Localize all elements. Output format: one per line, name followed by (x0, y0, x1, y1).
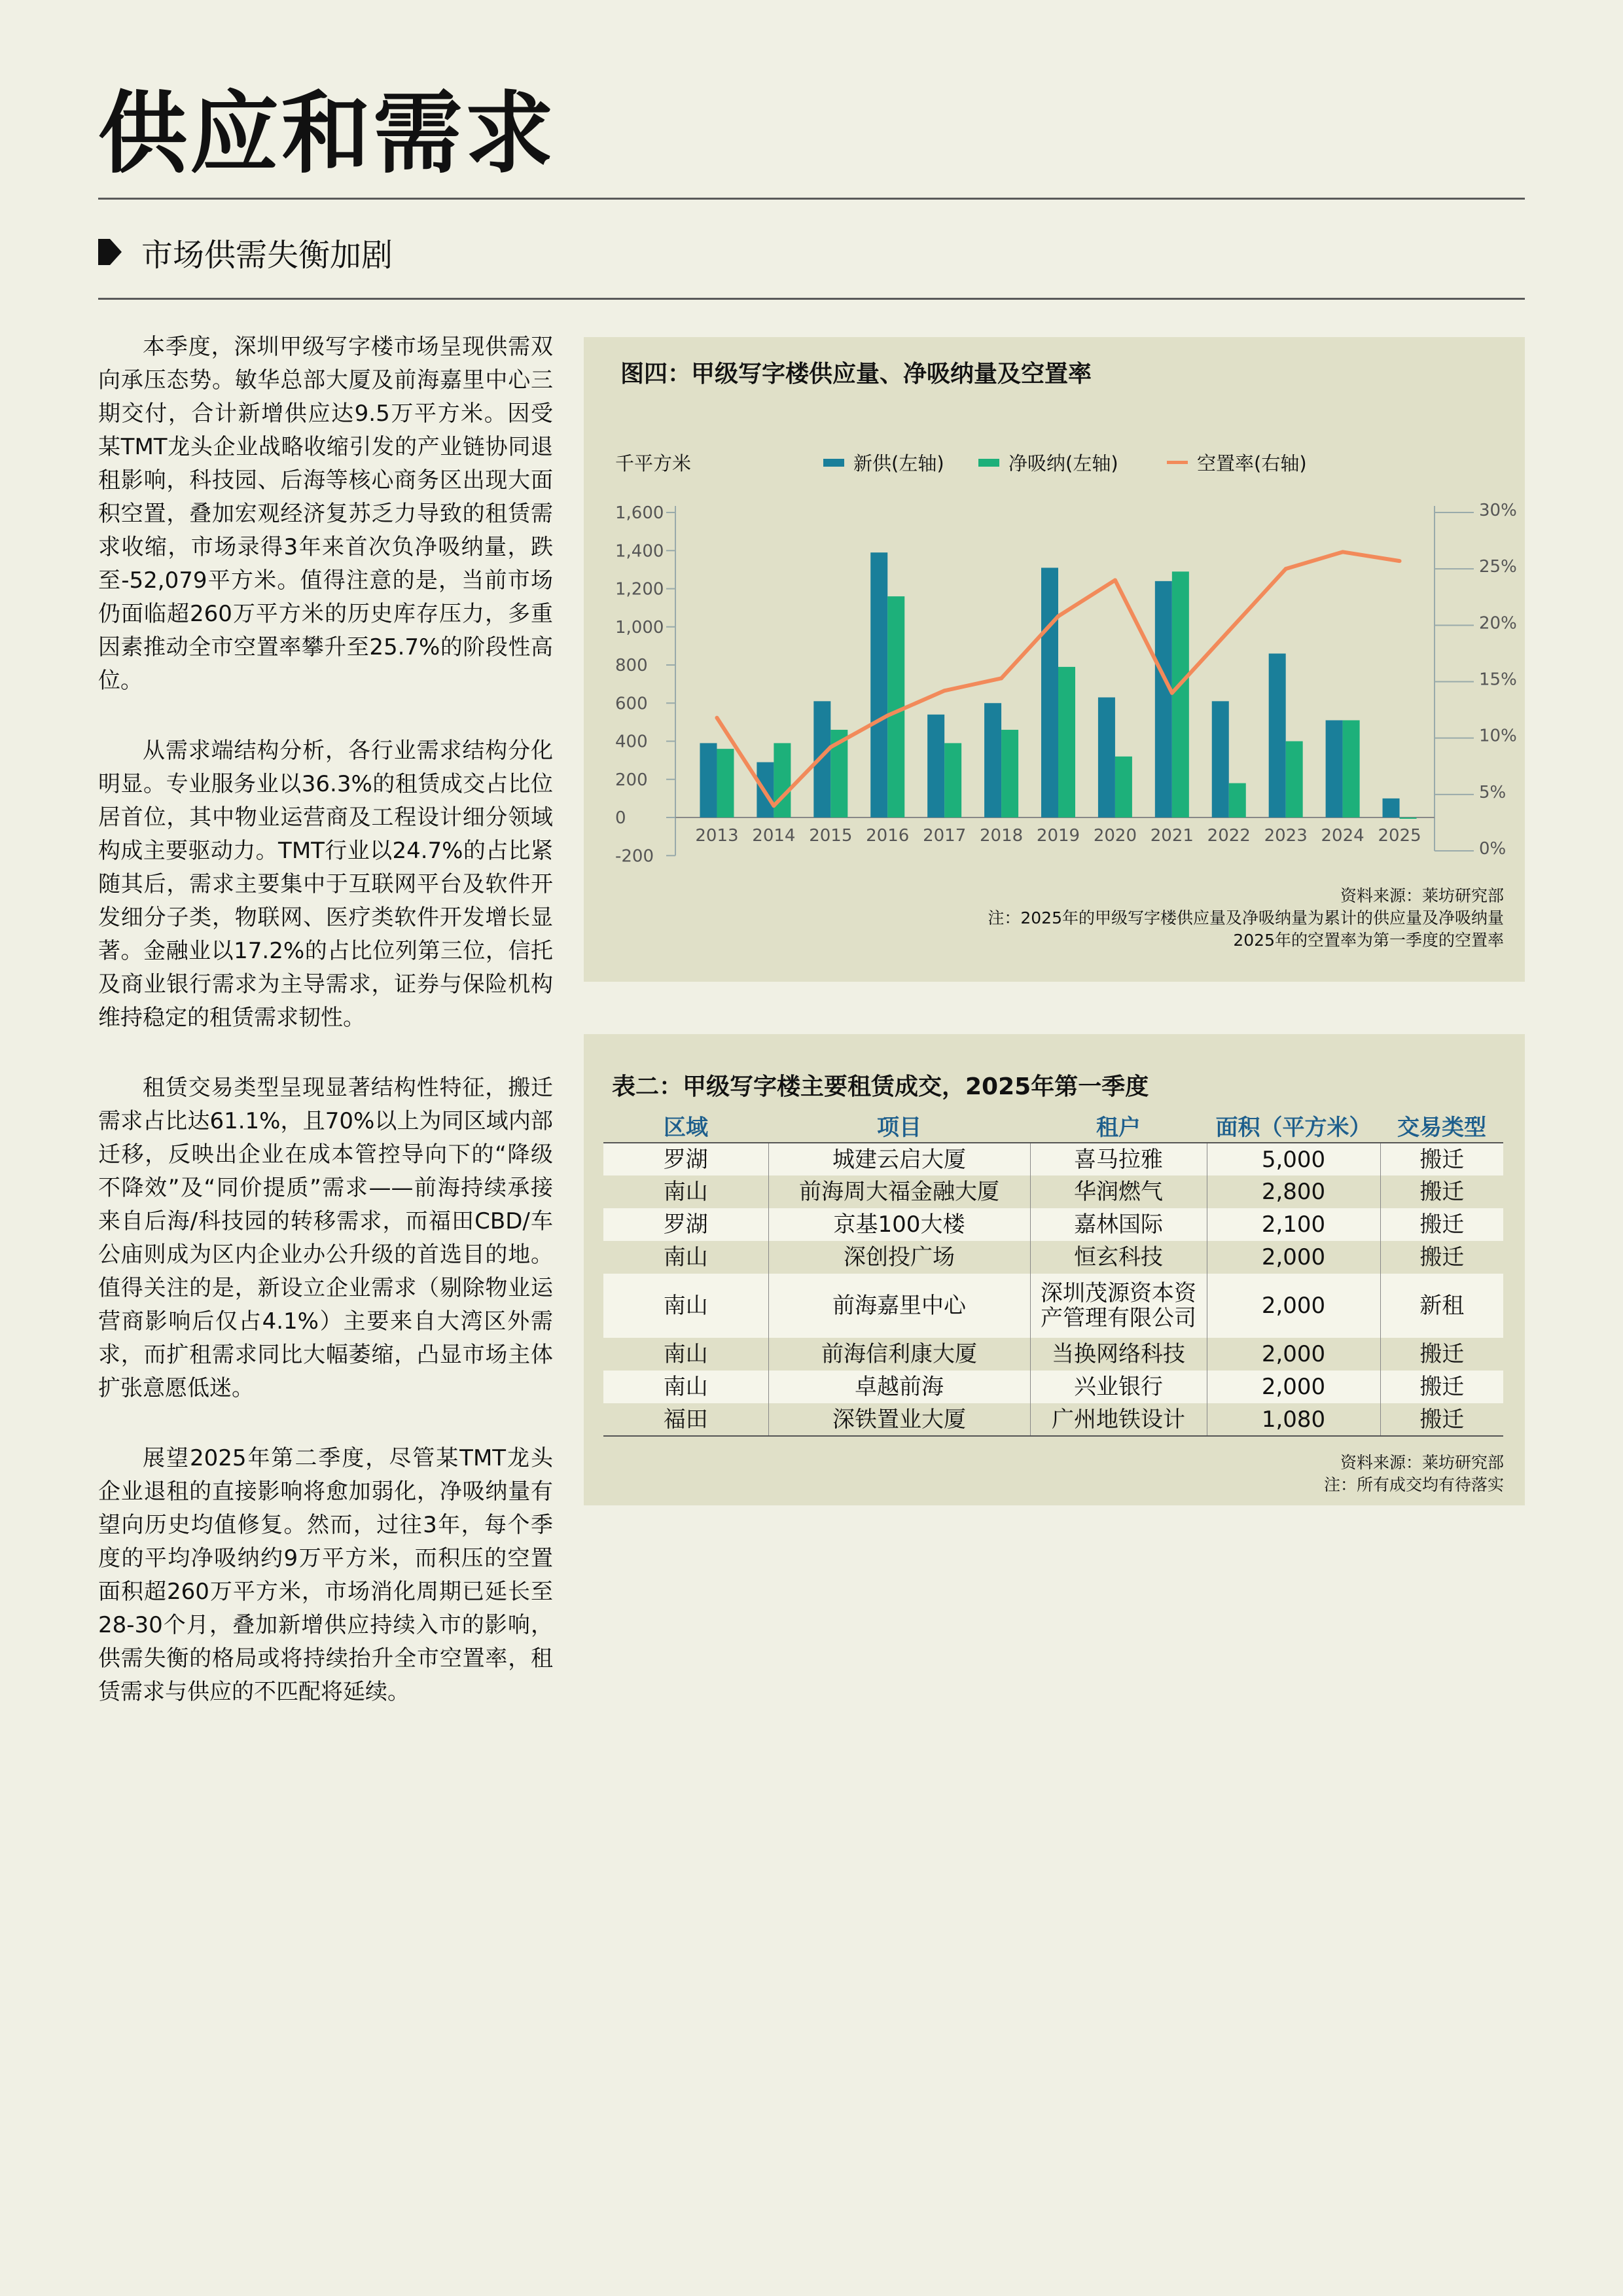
x-tick-label: 2013 (695, 826, 739, 846)
absorption-bar (1001, 730, 1018, 817)
table-cell: 城建云启大厦 (768, 1143, 1030, 1175)
supply-bar (1383, 798, 1400, 817)
supply-bar (984, 703, 1001, 817)
header-district: 区域 (603, 1108, 768, 1143)
table-row (603, 1274, 1503, 1338)
lease-table (603, 1108, 1503, 1437)
title-divider (98, 198, 1525, 200)
table-cell: 卓越前海 (768, 1371, 1030, 1403)
header-area: 面积（平方米） (1207, 1108, 1380, 1143)
table-cell: 前海信利康大厦 (768, 1338, 1030, 1371)
legend-item-supply: 新供(左轴) (823, 449, 944, 476)
supply-bar (1326, 720, 1343, 817)
supply-bar (870, 552, 887, 817)
vacancy-point (1398, 559, 1402, 563)
table-cell: 南山 (603, 1274, 768, 1338)
x-tick-label: 2020 (1093, 826, 1137, 846)
table-cell: 前海嘉里中心 (768, 1274, 1030, 1338)
supply-bar (1041, 567, 1058, 817)
vacancy-point (885, 713, 889, 717)
x-tick-label: 2015 (809, 826, 853, 846)
table-cell: 南山 (603, 1175, 768, 1208)
left-tick-label: 1,200 (615, 579, 664, 600)
table-cell: 2,800 (1207, 1175, 1380, 1208)
x-tick-label: 2019 (1036, 826, 1080, 846)
table-cell: 搬迁 (1380, 1143, 1503, 1175)
paragraph-1: 本季度，深圳甲级写字楼市场呈现供需双向承压态势。敏华总部大厦及前海嘉里中心三期交付，合计新增供应达9.5万平方米。因受某TMT龙头企业战略收缩引发的产业链协同退租影响，科技园、后海等核心商务区出现大面积空置，叠加宏观经济复苏乏力导致的租赁需求收缩，市场录得3年来首次负净吸纳量，跌至-52,079平方米。值得注意的是，当前市场仍面临超260万平方米的历史库存压力，多重因素推动全市空置率攀升至25.7%的阶段性高位。 (98, 334, 553, 694)
table-cell: 深圳茂源资本资产管理有限公司 (1030, 1274, 1207, 1338)
article-body (98, 331, 553, 1746)
absorption-bar (1286, 742, 1303, 818)
left-tick-label: 1,000 (615, 617, 664, 637)
vacancy-point (715, 716, 719, 720)
table-title: 表二：甲级写字楼主要租赁成交，2025年第一季度 (612, 1073, 1149, 1100)
table-cell: 喜马拉雅 (1030, 1143, 1207, 1175)
table-notes (1324, 1452, 1504, 1496)
vacancy-swatch-icon (1167, 461, 1188, 464)
table-row (603, 1208, 1503, 1241)
right-tick-label: 5% (1479, 782, 1507, 802)
left-tick-label: -200 (615, 846, 654, 867)
table-cell: 罗湖 (603, 1208, 768, 1241)
header-deal-type: 交易类型 (1380, 1108, 1503, 1143)
table-note-source: 资料来源：莱坊研究部 (1340, 1453, 1504, 1472)
table-row (603, 1371, 1503, 1403)
paragraph-3: 租赁交易类型呈现显著结构性特征，搬迁需求占比达61.1%，且70%以上为同区域内部迁移，反映出企业在成本管控导向下的“降级不降效”及“同价提质”需求——前海持续承接来自后海/科技园的转移需求，而福田CBD/车公庙则成为区内企业办公升级的首选目的地。值得关注的是，新设立企业需求（剔除物业运营商影响后仅占4.1%）主要来自大湾区外需求，而扩租需求同比大幅萎缩，凸显市场主体扩张意愿低迷。 (98, 1075, 553, 1401)
x-tick-label: 2024 (1321, 826, 1364, 846)
subtitle-divider (98, 298, 1525, 300)
table-cell: 搬迁 (1380, 1241, 1503, 1274)
right-tick-label: 25% (1479, 557, 1517, 577)
vacancy-point (1284, 567, 1288, 571)
x-tick-label: 2017 (923, 826, 967, 846)
right-tick-label: 15% (1479, 670, 1517, 690)
table-cell: 搬迁 (1380, 1338, 1503, 1371)
absorption-bar (1343, 720, 1360, 817)
supply-bar (700, 743, 717, 817)
vacancy-point (772, 804, 776, 808)
legend-item-absorption: 净吸纳(左轴) (978, 449, 1118, 476)
absorption-bar (774, 743, 791, 817)
table-cell: 恒玄科技 (1030, 1241, 1207, 1274)
supply-bar (1098, 698, 1115, 817)
legend-item-vacancy: 空置率(右轴) (1167, 449, 1307, 476)
table-cell: 2,000 (1207, 1241, 1380, 1274)
vacancy-point (829, 745, 832, 749)
supply-absorption-vacancy-chart (584, 484, 1525, 877)
section-subtitle: 市场供需失衡加剧 (141, 236, 393, 274)
table-cell: 兴业银行 (1030, 1371, 1207, 1403)
supply-bar (1269, 654, 1286, 817)
table-cell: 罗湖 (603, 1143, 768, 1175)
table-cell: 深铁置业大厦 (768, 1403, 1030, 1436)
table-cell: 南山 (603, 1241, 768, 1274)
left-axis-unit: 千平方米 (615, 452, 692, 475)
figure-note-1: 注：2025年的甲级写字楼供应量及净吸纳量为累计的供应量及净吸纳量 (988, 908, 1504, 927)
x-tick-label: 2025 (1378, 826, 1421, 846)
table-cell: 嘉林国际 (1030, 1208, 1207, 1241)
bullet-marker-icon (98, 239, 122, 265)
absorption-bar (1115, 757, 1132, 817)
x-tick-label: 2016 (866, 826, 910, 846)
table-cell: 京基100大楼 (768, 1208, 1030, 1241)
absorption-bar (717, 749, 734, 817)
table-cell: 1,080 (1207, 1403, 1380, 1436)
x-tick-label: 2023 (1264, 826, 1308, 846)
left-tick-label: 400 (615, 732, 648, 752)
vacancy-point (1227, 629, 1231, 633)
supply-bar (1212, 701, 1229, 817)
table-row (603, 1338, 1503, 1371)
absorption-swatch-icon (978, 459, 999, 467)
left-tick-label: 800 (615, 656, 648, 675)
vacancy-point (1056, 615, 1060, 619)
table-header-row (603, 1108, 1503, 1143)
table-cell: 5,000 (1207, 1143, 1380, 1175)
absorption-bar (1229, 783, 1246, 817)
section-heading (98, 226, 393, 278)
vacancy-point (1341, 550, 1345, 554)
vacancy-point (942, 689, 946, 692)
figure-title: 图四：甲级写字楼供应量、净吸纳量及空置率 (620, 361, 1092, 387)
table-cell: 2,000 (1207, 1371, 1380, 1403)
paragraph-4: 展望2025年第二季度，尽管某TMT龙头企业退租的直接影响将愈加弱化，净吸纳量有望向历史均值修复。然而，过往3年，每个季度的平均净吸纳约9万平方米，而积压的空置面积超260万平方米，市场消化周期已延长至28-30个月，叠加新增供应持续入市的影响，供需失衡的格局或将持续抬升全市空置率，租赁需求与供应的不匹配将延续。 (98, 1445, 553, 1705)
supply-bar (927, 715, 944, 817)
header-tenant: 租户 (1030, 1108, 1207, 1143)
x-tick-label: 2018 (979, 826, 1024, 846)
table-cell: 前海周大福金融大厦 (768, 1175, 1030, 1208)
supply-bar (1155, 581, 1172, 817)
vacancy-point (1113, 578, 1117, 582)
absorption-bar (887, 596, 904, 817)
vacancy-point (999, 676, 1003, 680)
table-cell: 南山 (603, 1371, 768, 1403)
table-cell: 搬迁 (1380, 1175, 1503, 1208)
x-tick-label: 2022 (1207, 826, 1251, 846)
right-tick-label: 0% (1479, 839, 1507, 859)
absorption-bar (1400, 817, 1417, 819)
supply-swatch-icon (823, 459, 844, 467)
table-cell: 当换网络科技 (1030, 1338, 1207, 1371)
left-tick-label: 600 (615, 694, 648, 714)
left-tick-label: 0 (615, 808, 626, 828)
table-cell: 广州地铁设计 (1030, 1403, 1207, 1436)
table-cell: 搬迁 (1380, 1371, 1503, 1403)
right-tick-label: 20% (1479, 613, 1517, 634)
table-row (603, 1241, 1503, 1274)
absorption-bar (944, 743, 961, 817)
absorption-bar (1172, 571, 1189, 817)
vacancy-point (1170, 691, 1174, 695)
page-title: 供应和需求 (98, 82, 556, 186)
absorption-bar (1058, 667, 1075, 817)
table-row (603, 1403, 1503, 1436)
table-cell: 搬迁 (1380, 1208, 1503, 1241)
x-tick-label: 2014 (752, 826, 796, 846)
table-cell: 2,000 (1207, 1338, 1380, 1371)
table-cell: 2,000 (1207, 1274, 1380, 1338)
right-tick-label: 10% (1479, 726, 1517, 746)
table-cell: 华润燃气 (1030, 1175, 1207, 1208)
figure-note-source: 资料来源：莱坊研究部 (1340, 886, 1504, 905)
table-cell: 福田 (603, 1403, 768, 1436)
table-cell: 2,100 (1207, 1208, 1380, 1241)
table-cell: 南山 (603, 1338, 768, 1371)
table-cell: 新租 (1380, 1274, 1503, 1338)
figure-notes (988, 885, 1504, 952)
table-cell: 搬迁 (1380, 1403, 1503, 1436)
table-row (603, 1143, 1503, 1175)
x-tick-label: 2021 (1150, 826, 1194, 846)
paragraph-2: 从需求端结构分析，各行业需求结构分化明显。专业服务业以36.3%的租赁成交占比位居首位，其中物业运营商及工程设计细分领域构成主要驱动力。TMT行业以24.7%的占比紧随其后，需求主要集中于互联网平台及软件开发细分子类，物联网、医疗类软件开发增长显著。金融业以17.2%的占比位列第三位，信托及商业银行需求为主导需求，证券与保险机构维持稳定的租赁需求韧性。 (98, 738, 553, 1031)
table-row (603, 1175, 1503, 1208)
left-tick-label: 1,400 (615, 541, 664, 562)
table-cell: 深创投广场 (768, 1241, 1030, 1274)
left-tick-label: 200 (615, 770, 648, 790)
header-project: 项目 (768, 1108, 1030, 1143)
table-note-1: 注：所有成交均有待落实 (1323, 1475, 1504, 1494)
figure-note-2: 2025年的空置率为第一季度的空置率 (1233, 931, 1504, 950)
left-tick-label: 1,600 (615, 503, 664, 523)
right-tick-label: 30% (1479, 501, 1517, 520)
